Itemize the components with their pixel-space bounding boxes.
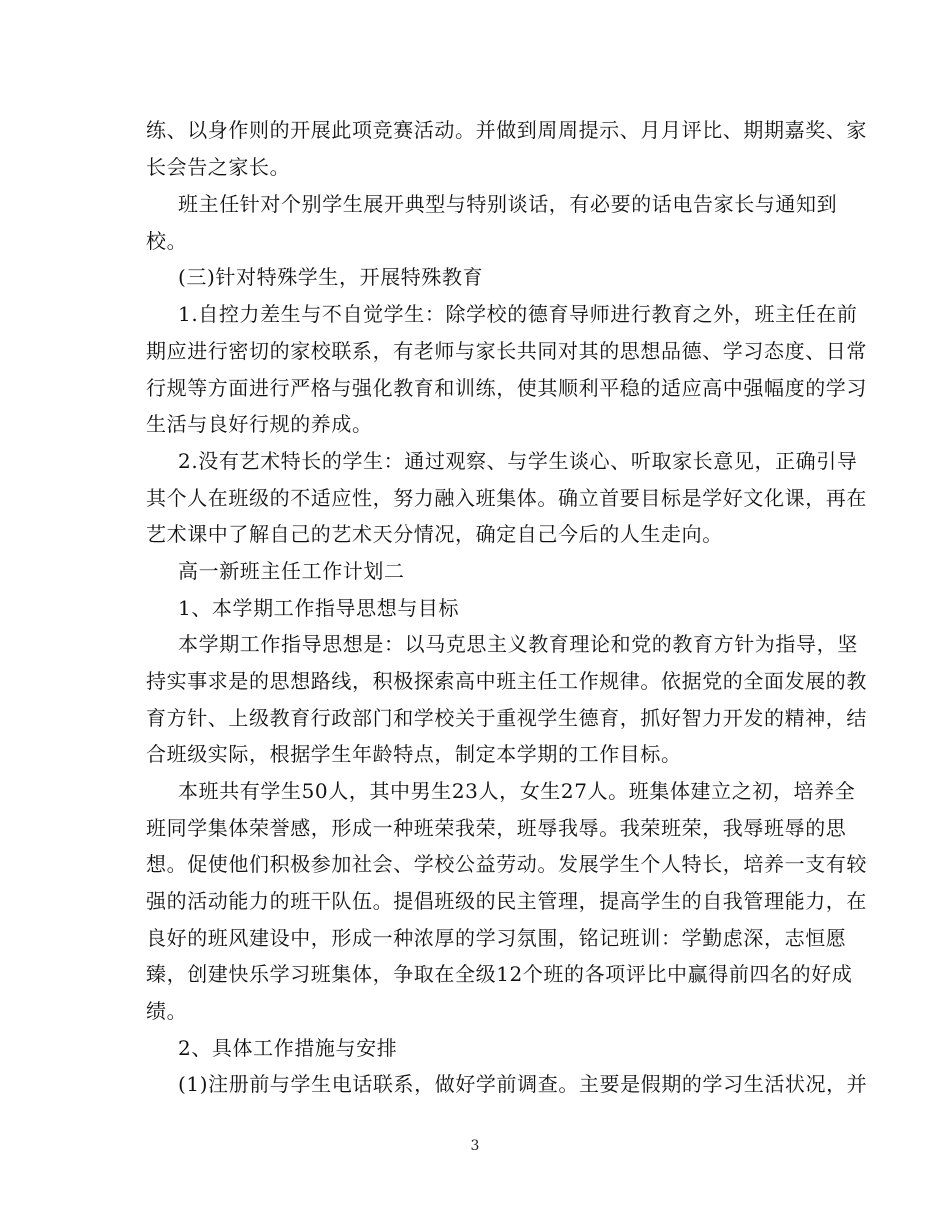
text-line: 绩。 (146, 999, 188, 1023)
text-line: 想。促使他们积极参加社会、学校公益劳动。发展学生个人特长，培养一支有较 (146, 852, 867, 876)
text-line: 1.自控力差生与不自觉学生：除学校的德育导师进行教育之外，班主任在前 (178, 302, 858, 326)
text-line: (三)针对特殊学生，开展特殊教育 (178, 265, 484, 289)
text-line: 强的活动能力的班干队伍。提倡班级的民主管理，提高学生的自我管理能力，在 (146, 889, 867, 913)
text-line: (1)注册前与学生电话联系，做好学前调查。主要是假期的学习生活状况，并 (178, 1072, 868, 1096)
text-line: 期应进行密切的家校联系，有老师与家长共同对其的思想品德、学习态度、日常 (146, 339, 867, 363)
section-heading: 2、具体工作措施与安排 (178, 1036, 398, 1060)
text-line: 持实事求是的思想路线，积极探索高中班主任工作规律。依据党的全面发展的教 (146, 669, 867, 693)
text-line: 臻，创建快乐学习班集体，争取在全级12个班的各项评比中赢得前四名的好成 (146, 962, 853, 986)
text-line: 本学期工作指导思想是：以马克思主义教育理论和党的教育方针为指导，坚 (178, 632, 858, 656)
text-line: 长会告之家长。 (146, 155, 291, 179)
section-heading: 高一新班主任工作计划二 (178, 559, 405, 583)
text-line: 其个人在班级的不适应性，努力融入班集体。确立首要目标是学好文化课，再在 (146, 486, 867, 510)
text-line: 育方针、上级教育行政部门和学校关于重视学生德育，抓好智力开发的精神，结 (146, 706, 867, 730)
page-number: 3 (470, 1138, 480, 1154)
section-heading: 1、本学期工作指导思想与目标 (178, 596, 460, 620)
text-line: 行规等方面进行严格与强化教育和训练，使其顺利平稳的适应高中强幅度的学习 (146, 376, 867, 400)
text-line: 生活与良好行规的养成。 (146, 412, 373, 436)
text-line: 练、以身作则的开展此项竞赛活动。并做到周周提示、月月评比、期期嘉奖、家 (146, 118, 867, 142)
text-line: 2.没有艺术特长的学生：通过观察、与学生谈心、听取家长意见，正确引导 (178, 449, 858, 473)
text-line: 班同学集体荣誉感，形成一种班荣我荣，班辱我辱。我荣班荣，我辱班辱的思 (146, 816, 847, 840)
text-line: 合班级实际，根据学生年龄特点，制定本学期的工作目标。 (146, 742, 682, 766)
text-line: 艺术课中了解自己的艺术天分情况，确定自己今后的人生走向。 (146, 522, 723, 546)
text-line: 校。 (146, 229, 188, 253)
text-line: 班主任针对个别学生展开典型与特别谈话，有必要的话电告家长与通知到 (178, 192, 838, 216)
text-line: 本班共有学生50人，其中男生23人，女生27人。班集体建立之初，培养全 (178, 779, 856, 803)
text-line: 良好的班风建设中，形成一种浓厚的学习氛围，铭记班训：学勤虑深，志恒愿 (146, 926, 847, 950)
